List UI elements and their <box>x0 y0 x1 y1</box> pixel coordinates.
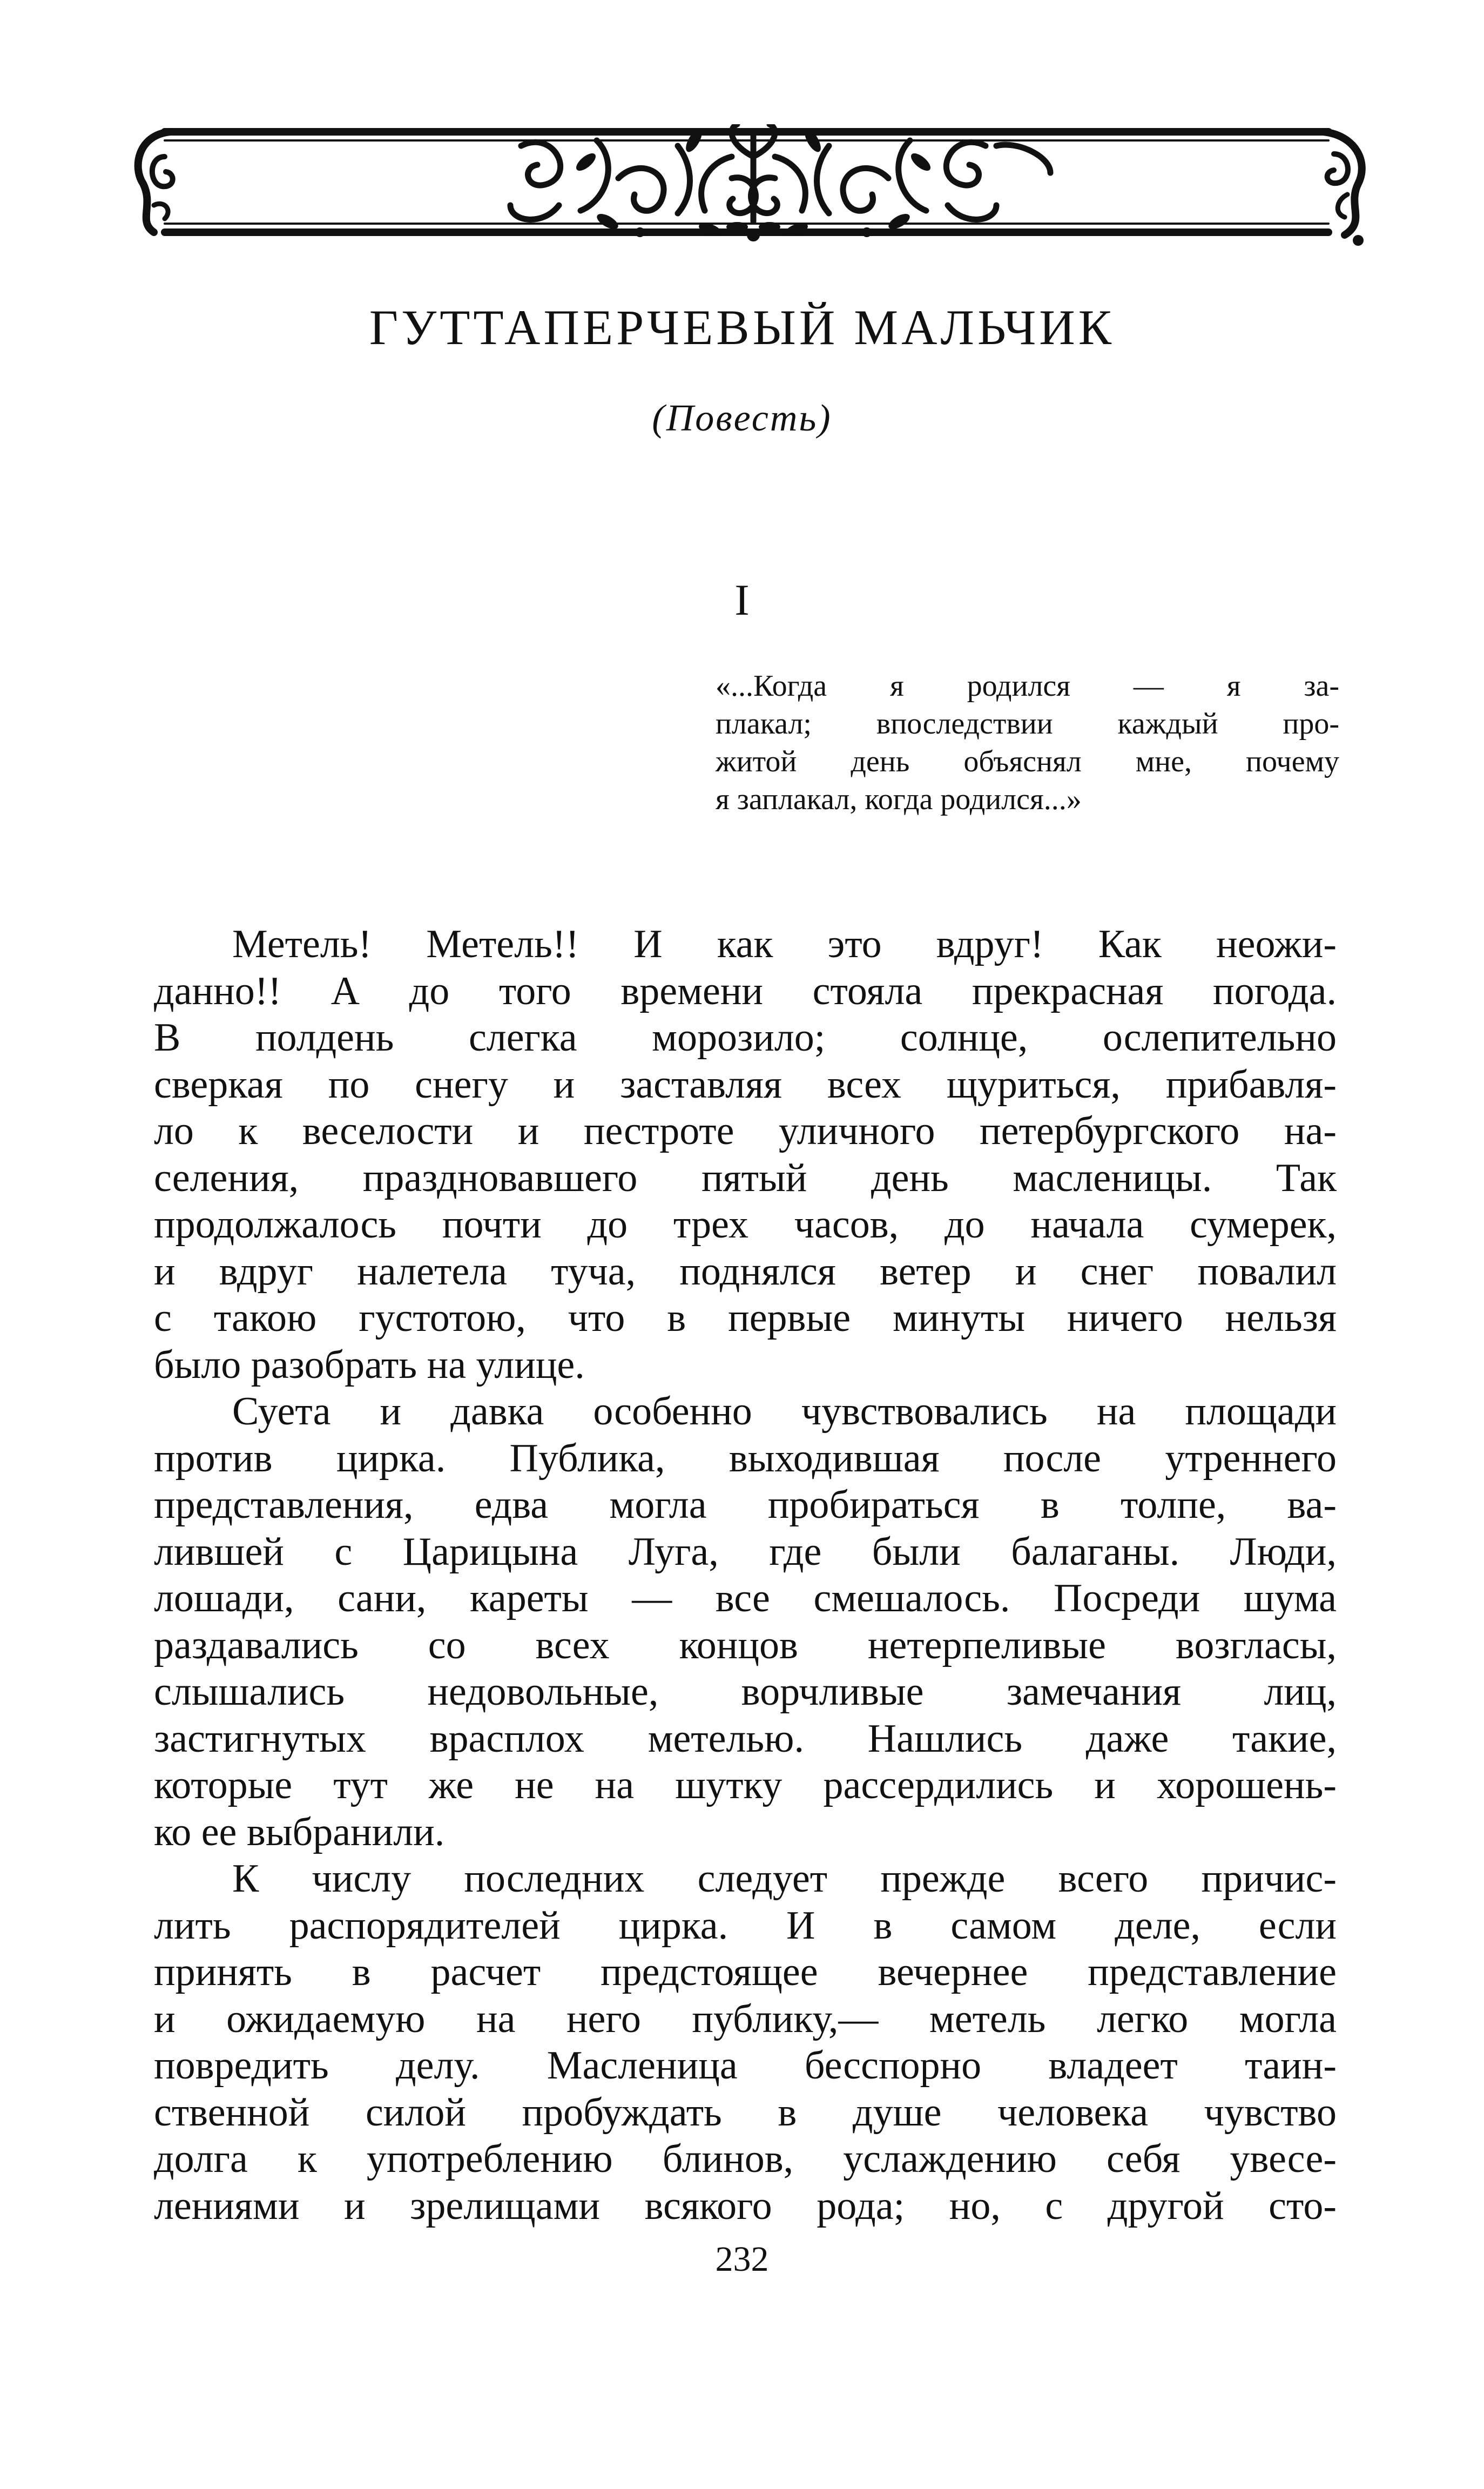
text-line: долга к употреблению блинов, услаждению себя увесе- <box>154 2137 1337 2181</box>
body-text <box>154 921 1337 2229</box>
epigraph-line: житой день объяснял мне, почему <box>716 745 1339 778</box>
text-line: Суета и давка особенно чувствовались на площади <box>232 1389 1337 1434</box>
text-line: ло к веселости и пестроте уличного петербургского на- <box>154 1109 1337 1153</box>
page-number: 232 <box>715 2239 769 2279</box>
text-line: с такою густотою, что в первые минуты ничего нельзя <box>154 1296 1337 1340</box>
text-line: представления, едва могла пробираться в толпе, ва- <box>154 1483 1337 1527</box>
text-line: К числу последних следует прежде всего причис- <box>232 1856 1337 1901</box>
epigraph-line: я заплакал, когда родился...» <box>716 783 1082 816</box>
text-line: лошади, сани, кареты — все смешалось. Посреди шума <box>154 1576 1337 1620</box>
text-line: В полдень слегка морозило; солнце, ослепительно <box>154 1015 1337 1060</box>
text-line: лившей с Царицына Луга, где были балаганы. Люди, <box>154 1529 1337 1574</box>
paragraph <box>154 1388 1337 1855</box>
text-line: раздавались со всех концов нетерпеливые возгласы, <box>154 1623 1337 1667</box>
paragraph <box>154 1855 1337 2229</box>
paragraph <box>154 921 1337 1388</box>
text-line: застигнутых врасплох метелью. Нашлись даже такие, <box>154 1716 1337 1761</box>
story-title: ГУТТАПЕРЧЕВЫЙ МАЛЬЧИК <box>369 300 1115 355</box>
text-line: данно!! А до того времени стояла прекрасная погода. <box>154 968 1337 1013</box>
text-line: Метель! Метель!! И как это вдруг! Как неожи- <box>232 922 1337 966</box>
epigraph-line: «...Когда я родился — я за- <box>716 669 1339 703</box>
text-line: которые тут же не на шутку рассердились и хорошень- <box>154 1763 1337 1807</box>
text-line: лить распорядителей цирка. И в самом деле, если <box>154 1903 1337 1948</box>
text-line: лениями и зрелищами всякого рода; но, с другой сто- <box>154 2183 1337 2228</box>
text-line: против цирка. Публика, выходившая после утреннего <box>154 1436 1337 1481</box>
text-line: слышались недовольные, ворчливые замечания лиц, <box>154 1670 1337 1714</box>
text-line: сверкая по снегу и заставляя всех щуриться, прибавля- <box>154 1062 1337 1107</box>
text-line: повредить делу. Масленица бесспорно владеет таин- <box>154 2043 1337 2088</box>
chapter-number: I <box>734 575 750 624</box>
text-line: было разобрать на улице. <box>154 1342 585 1387</box>
text-line: принять в расчет предстоящее вечернее представление <box>154 1950 1337 1994</box>
text-line: продолжалось почти до трех часов, до начала сумерек, <box>154 1202 1337 1247</box>
text-line: селения, праздновавшего пятый день масленицы. Так <box>154 1155 1337 1200</box>
story-subtitle: (Повесть) <box>652 398 832 439</box>
epigraph <box>716 667 1339 818</box>
epigraph-line: плакал; впоследствии каждый про- <box>716 707 1339 741</box>
text-line: ко ее выбранили. <box>154 1809 445 1854</box>
ornamental-header-border <box>132 124 1374 254</box>
text-line: и ожидаемую на него публику,— метель легко могла <box>154 1996 1337 2041</box>
text-line: и вдруг налетела туча, поднялся ветер и снег повалил <box>154 1249 1337 1294</box>
text-line: ственной силой пробуждать в душе человека чувство <box>154 2090 1337 2135</box>
